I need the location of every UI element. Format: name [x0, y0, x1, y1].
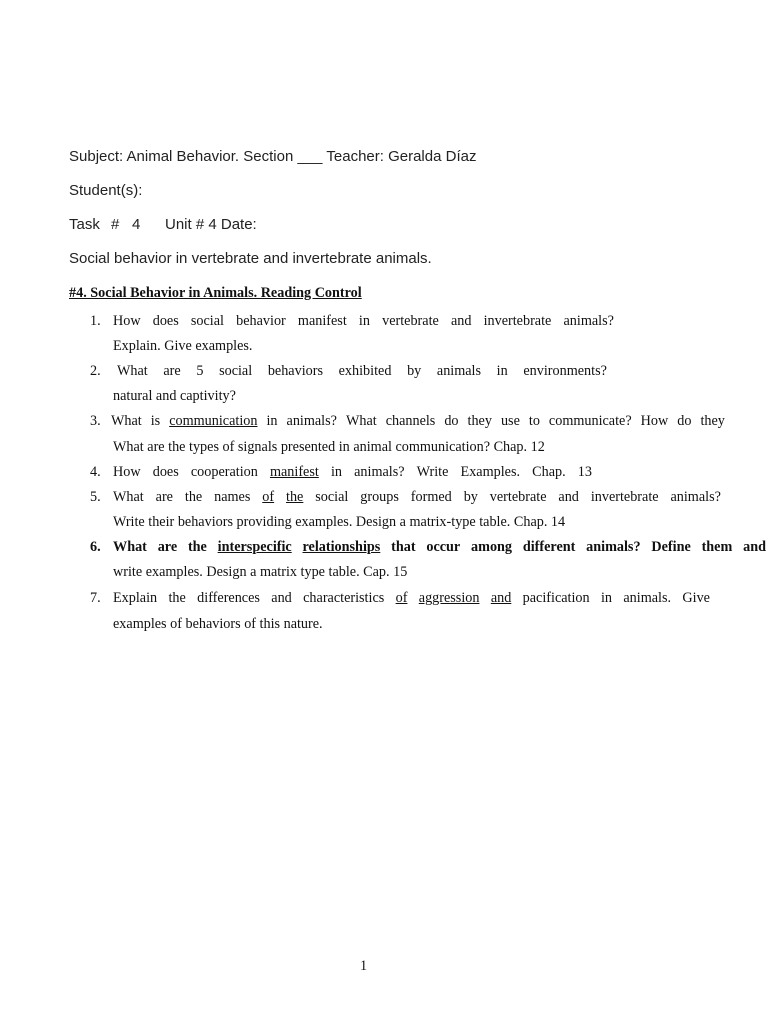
question-text: What are 5 social behaviors exhibited by animals in environments?	[117, 363, 607, 379]
question-number: 5.	[90, 489, 101, 505]
subject-line: Subject: Animal Behavior. Section ___ Teacher: Geralda Díaz	[69, 148, 477, 165]
section-title: #4. Social Behavior in Animals. Reading Control	[69, 285, 362, 301]
task-hash: #	[111, 216, 120, 233]
question-3	[90, 413, 725, 455]
task-description: Social behavior in vertebrate and invertebrate animals.	[69, 250, 432, 267]
question-number: 7.	[90, 590, 101, 606]
task-label: Task	[69, 216, 100, 233]
question-text: How does cooperation manifest in animals? Write Examples. Chap. 13	[113, 464, 592, 480]
question-4	[90, 464, 592, 481]
question-5	[90, 489, 721, 530]
page-number: 1	[360, 958, 368, 974]
question-continuation: Explain. Give examples.	[113, 338, 253, 354]
question-7	[90, 590, 710, 632]
question-2	[90, 363, 607, 404]
question-text: What is communication in animals? What channels do they use to communicate? How do they	[111, 413, 725, 429]
question-continuation: natural and captivity?	[113, 388, 236, 404]
question-number: 2.	[90, 363, 101, 379]
question-number: 1.	[90, 313, 101, 329]
question-text: What are the names of the social groups formed by vertebrate and invertebrate animals?	[113, 489, 721, 505]
unit-date: Unit # 4 Date:	[165, 216, 257, 233]
question-text: What are the interspecific relationships that occur among different animals? Define them and	[113, 539, 766, 555]
question-6	[90, 539, 766, 580]
question-number: 3.	[90, 413, 101, 429]
question-continuation: Write their behaviors providing examples. Design a matrix-type table. Chap. 14	[113, 514, 566, 530]
students-line: Student(s):	[69, 182, 143, 199]
question-text: How does social behavior manifest in vertebrate and invertebrate animals?	[113, 313, 614, 329]
question-text: Explain the differences and characteristics of aggression and pacification in animals. Give	[113, 590, 710, 606]
question-continuation: write examples. Design a matrix type table. Cap. 15	[113, 564, 408, 580]
question-continuation: examples of behaviors of this nature.	[113, 616, 323, 632]
question-continuation: What are the types of signals presented in animal communication? Chap. 12	[113, 439, 545, 455]
question-number: 6.	[90, 539, 101, 555]
task-number: 4	[132, 216, 141, 233]
question-1	[90, 313, 614, 354]
task-line	[69, 216, 257, 233]
question-number: 4.	[90, 464, 101, 480]
